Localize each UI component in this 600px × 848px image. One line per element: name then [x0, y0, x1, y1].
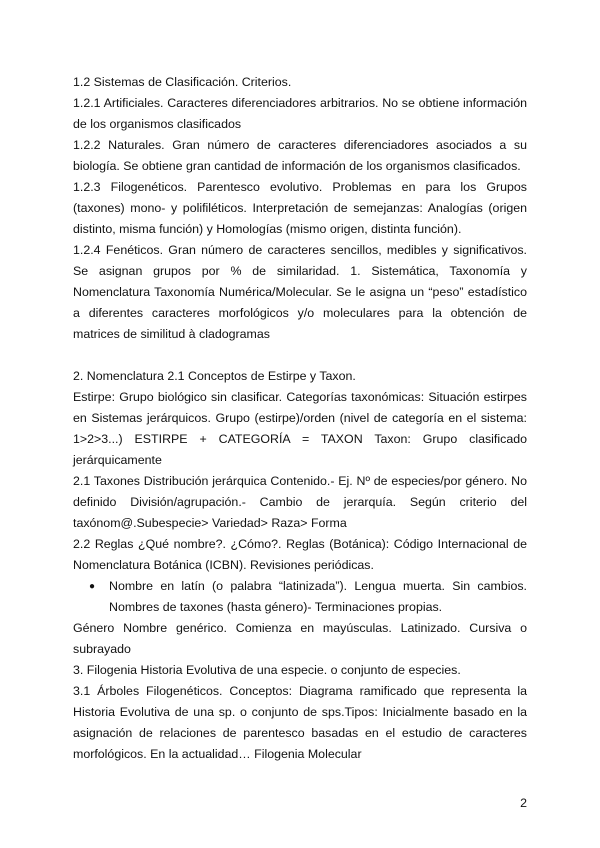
paragraph-estirpe: Estirpe: Grupo biológico sin clasificar. Categorías taxonómicas: Situación estirpes en Sistemas jerárquicos. Grupo (estirpe)/orden (nivel de categoría en el sistema: 1>2>3...) ESTIRPE + CATEGORÍA = TAXON Taxon: Grupo clasificado jerárquicamente [73, 390, 527, 467]
bullet-list-item [89, 576, 527, 618]
heading-3-filogenia: 3. Filogenia Historia Evolutiva de una especie. o conjunto de especies. [73, 663, 461, 677]
page-number: 2 [520, 796, 527, 810]
heading-1-2: 1.2 Sistemas de Clasificación. Criterios. [73, 75, 292, 89]
paragraph-1-2-2: 1.2.2 Naturales. Gran número de caracteres diferenciadores asociados a su biología. Se obtiene gran cantidad de información de los organismos clasificados. [73, 138, 527, 173]
paragraph-1-2-1: 1.2.1 Artificiales. Caracteres diferenciadores arbitrarios. No se obtiene información de los organismos clasificados [73, 96, 527, 131]
paragraph-2-1-taxones: 2.1 Taxones Distribución jerárquica Contenido.- Ej. Nº de especies/por género. No definido División/agrupación.- Cambio de jerarquía. Según criterio del taxónom@.Subespecie> Variedad> Raza> Forma [73, 474, 527, 530]
paragraph-genero: Género Nombre genérico. Comienza en mayúsculas. Latinizado. Cursiva o subrayado [73, 621, 527, 656]
heading-2: 2. Nomenclatura 2.1 Conceptos de Estirpe y Taxon. [73, 369, 356, 383]
section-spacer [73, 345, 527, 366]
paragraph-1-2-3: 1.2.3 Filogenéticos. Parentesco evolutivo. Problemas en para los Grupos (taxones) mono- y polifiléticos. Interpretación de semejanzas: Analogías (origen distinto, misma función) y Homologías (mismo origen, distinta función). [73, 180, 527, 236]
bullet-icon: ● [89, 581, 96, 592]
paragraph-3-1-arboles: 3.1 Árboles Filogenéticos. Conceptos: Diagrama ramificado que representa la Historia Evolutiva de una sp. o conjunto de sps.Tipos: Inicialmente basado en la asignación de relaciones de parentesco basadas en el estudio de caracteres morfológicos. En la actualidad… Filogenia Molecular [73, 684, 527, 761]
document-body [73, 72, 527, 765]
paragraph-2-2-reglas: 2.2 Reglas ¿Qué nombre?. ¿Cómo?. Reglas (Botánica): Código Internacional de Nomenclatura Botánica (ICBN). Revisiones periódicas. [73, 537, 527, 572]
bullet-text: Nombre en latín (o palabra “latinizada”). Lengua muerta. Sin cambios. Nombres de taxones (hasta género)- Terminaciones propias. [109, 579, 527, 614]
paragraph-1-2-4: 1.2.4 Fenéticos. Gran número de caracteres sencillos, medibles y significativos. Se asignan grupos por % de similaridad. 1. Sistemática, Taxonomía y Nomenclatura Taxonomía Numérica/Molecular. Se le asigna un “peso” estadístico a diferentes caracteres morfológicos y/o moleculares para la obtención de matrices de similitud à cladogramas [73, 243, 527, 341]
